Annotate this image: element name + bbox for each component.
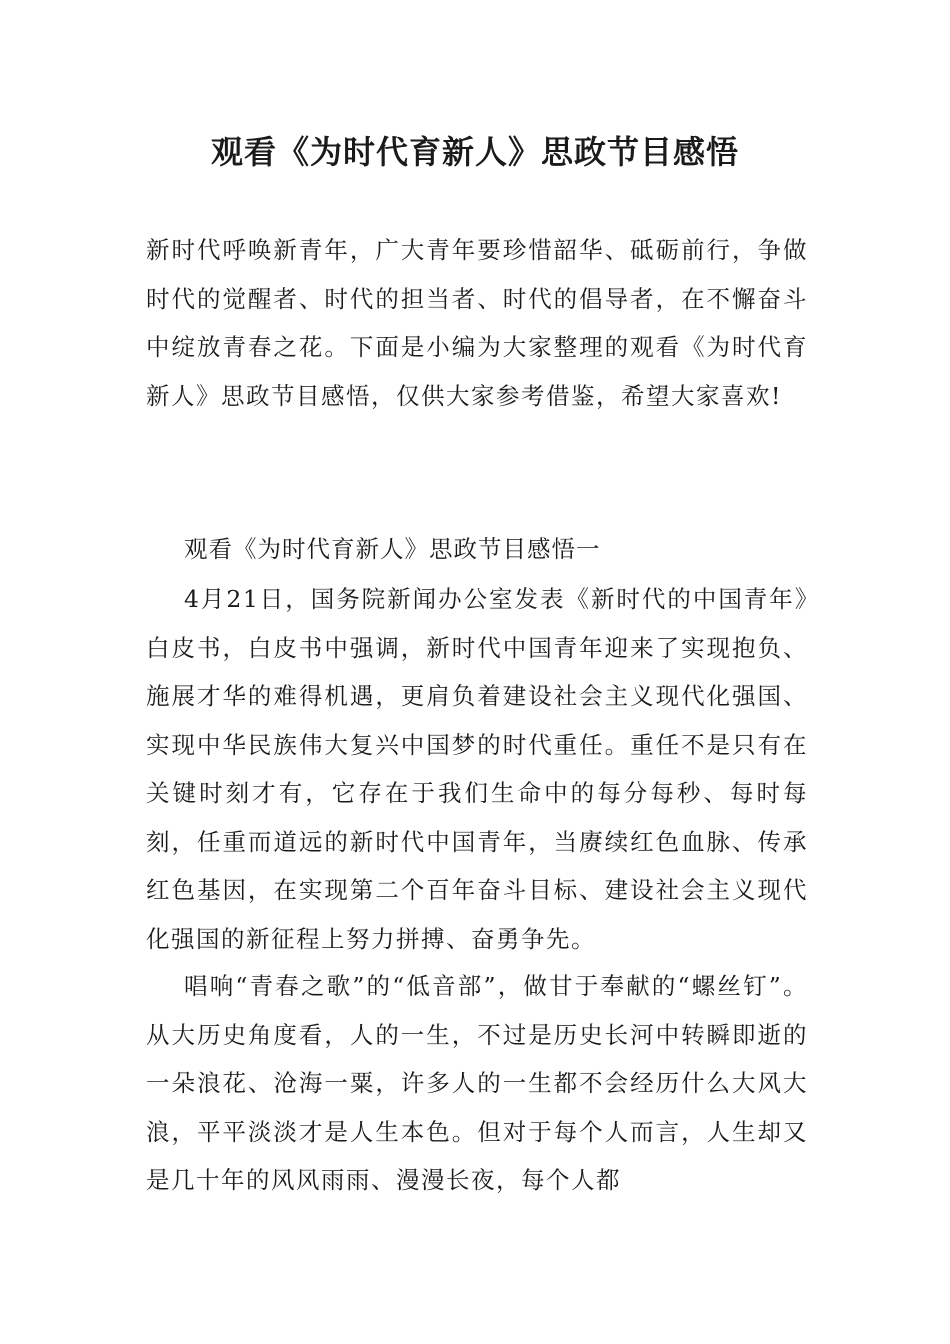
body-paragraph: 4月21日，国务院新闻办公室发表《新时代的中国青年》白皮书，白皮书中强调，新时代中国青年迎来了实现抱负、施展才华的难得机遇，更肩负着建设社会主义现代化强国、实现中华民族伟大复兴中国梦的时代重任。重任不是只有在关键时刻才有，它存在于我们生命中的每分每秒、每时每刻，任重而道远的新时代中国青年，当赓续红色血脉、传承红色基因，在实现第二个百年奋斗目标、建设社会主义现代化强国的新征程上努力拼搏、奋勇争先。 (146, 585, 808, 953)
section-heading: 观看《为时代育新人》思政节目感悟一 (184, 535, 601, 563)
intro-paragraph: 新时代呼唤新青年，广大青年要珍惜韶华、砥砺前行，争做时代的觉醒者、时代的担当者、时代的倡导者，在不懈奋斗中绽放青春之花。下面是小编为大家整理的观看《为时代育新人》思政节目感悟，仅供大家参考借鉴，希望大家喜欢! (146, 236, 808, 410)
document-title: 观看《为时代育新人》思政节目感悟 (210, 133, 739, 171)
body-paragraph: 唱响“青春之歌”的“低音部”，做甘于奉献的“螺丝钉”。从大历史角度看，人的一生，不过是历史长河中转瞬即逝的一朵浪花、沧海一粟，许多人的一生都不会经历什么大风大浪，平平淡淡才是人生本色。但对于每个人而言，人生却又是几十年的风风雨雨、漫漫长夜，每个人都 (146, 972, 808, 1194)
